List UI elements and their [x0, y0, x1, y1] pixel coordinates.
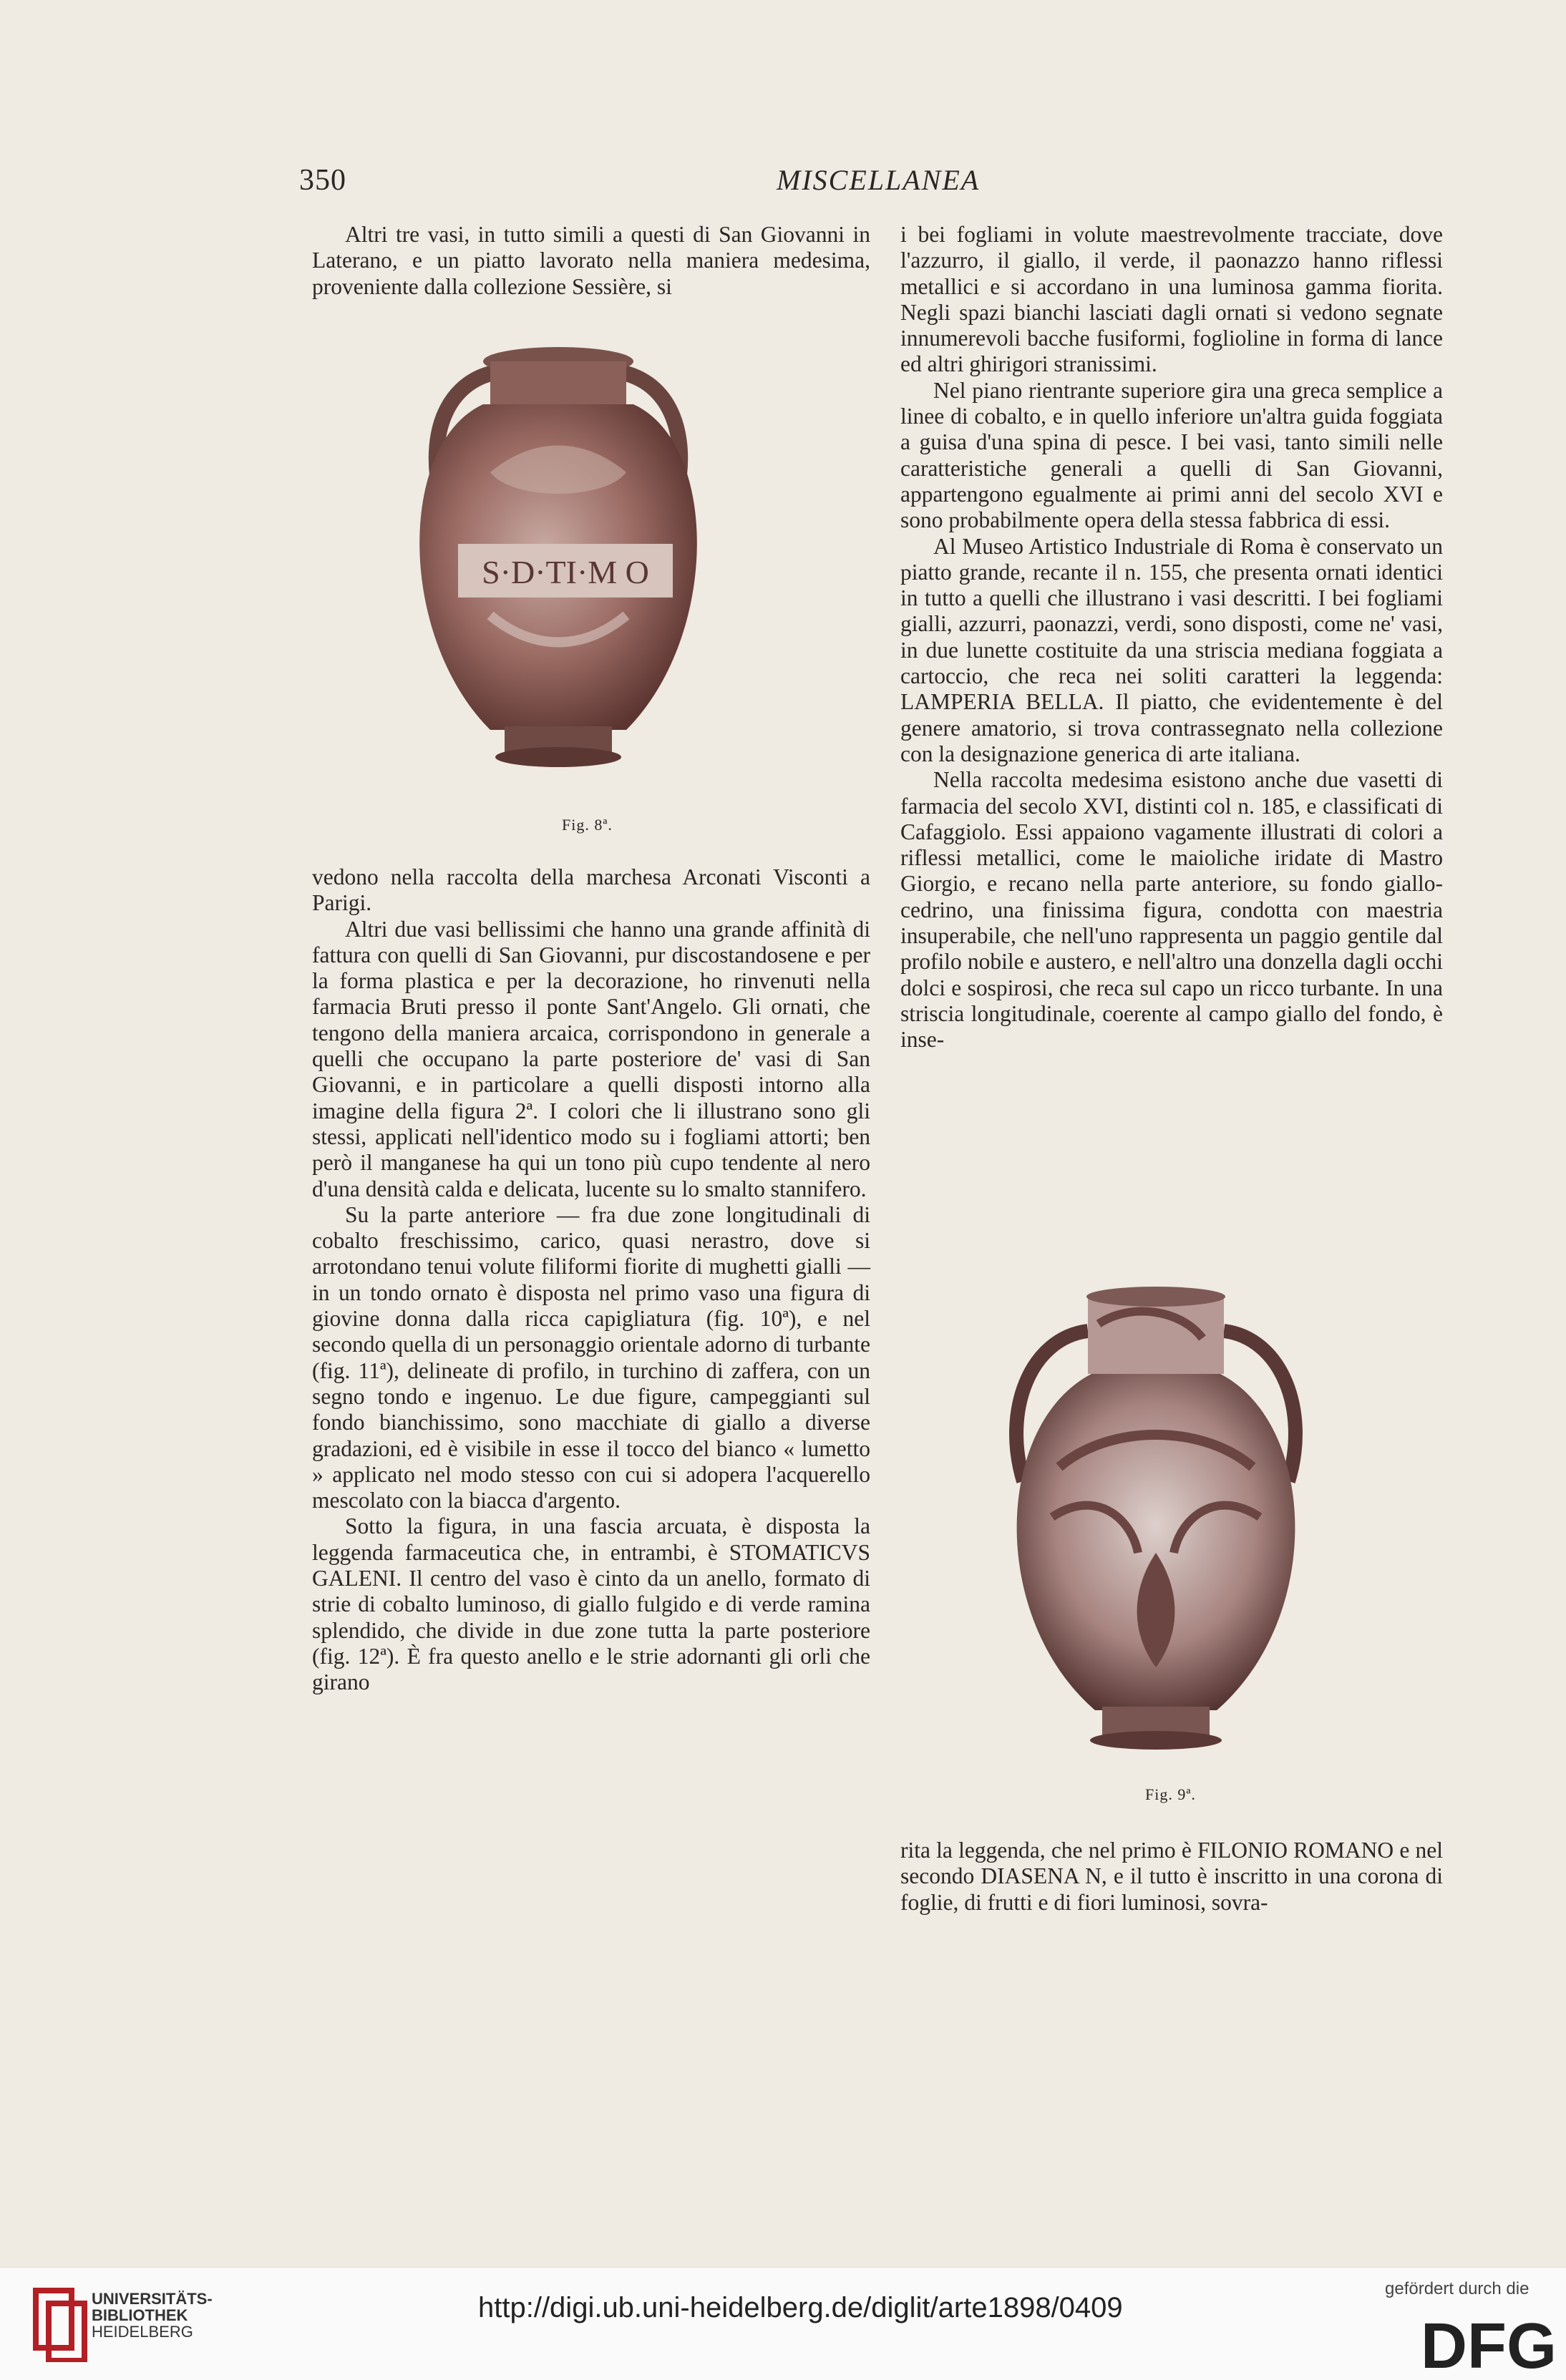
- vase-inscription: S·D·TI·M O: [482, 554, 649, 590]
- figure-8: [390, 329, 726, 787]
- library-name: UNIVERSITÄTS- BIBLIOTHEK HEIDELBERG: [92, 2290, 213, 2341]
- paragraph: Nel piano rientrante superiore gira una greca semplice a linee di cobalto, e in quello inferiore un'altra guida foggiata a guisa d'una spina di pesce. I bei vasi, tanto simili nelle caratteristiche generali a quelli di San Giovanni, appartengono egualmente ai primi anni del secolo XVI e sono probabilmente opera della stessa fabbrica di essi.: [900, 377, 1443, 533]
- source-url-link[interactable]: http://digi.ub.uni-heidelberg.de/diglit/arte1898/0409: [478, 2292, 1123, 2323]
- paragraph: Altri tre vasi, in tutto simili a questi di San Giovanni in Laterano, e un piatto lavorato nella maniera medesima, proveniente dalla collezione Sessière, si: [312, 222, 870, 299]
- dfg-logo-icon: [1421, 2305, 1564, 2376]
- running-head: MISCELLANEA: [777, 164, 981, 196]
- funding-text: gefördert durch die: [1385, 2279, 1529, 2298]
- ub-heidelberg-logo-icon: [29, 2283, 100, 2362]
- paragraph: Su la parte anteriore — fra due zone longitudinali di cobalto freschissimo, carico, quasi nerastro, dove si arrotondano tenui volute filiformi fiorite di mughetti gialli — in un tondo ornato è disposta nel primo vaso una figura di giovine donna dalla ricca capigliatura (fig. 10ª), e nel secondo quella di un personaggio orientale adorno di turbante (fig. 11ª), delineate di profilo, in turchino di zaffera, con un segno tondo e ingenuo. Le due figure, campeggianti sul fondo bianchissimo, sono macchiate di giallo a diverse gradazioni, ed è visibile in esse il tocco del bianco « lumetto » applicato nel modo stesso con cui si adopera l'acquerello mescolato con la biacca d'argento.: [312, 1201, 870, 1513]
- figure-8-caption: Fig. 8ª.: [562, 816, 613, 834]
- figure-9: [973, 1281, 1338, 1767]
- vase-image: [390, 329, 726, 787]
- figure-9-caption: Fig. 9ª.: [1145, 1785, 1196, 1803]
- left-column-bottom: [312, 864, 870, 1696]
- paragraph: Sotto la figura, in una fascia arcuata, è disposta la leggenda farmaceutica che, in entrambi, è STOMATICVS GALENI. Il centro del vaso è cinto da un anello, formato di strie di cobalto luminoso, di giallo fulgido e di verde ramina splendido, che divide in due zone tutta la parte posteriore (fig. 12ª). È fra questo anello e le strie adornanti gli orli che girano: [312, 1513, 870, 1695]
- paragraph: Altri due vasi bellissimi che hanno una grande affinità di fattura con quelli di San Giovanni, pur discostandosene e per la forma plastica e per la decorazione, ho rinvenuti nella farmacia Bruti presso il ponte Sant'Angelo. Gli ornati, che tengono della maniera arcaica, corrispondono in generale a quelli che occupano la parte posteriore de' vasi di San Giovanni, e in particolare a quelli disposti intorno alla imagine della figura 2ª. I colori che li illustrano sono gli stessi, applicati nell'identico modo su i fogliami attorti; ben però il manganese ha qui un tono più cupo tendente al nero d'una densità calda e delicata, lucente su lo smalto stannifero.: [312, 916, 870, 1201]
- vase-image: [973, 1281, 1338, 1767]
- right-column-top: [900, 222, 1443, 1053]
- page-number: 350: [299, 164, 346, 197]
- paragraph: Al Museo Artistico Industriale di Roma è conservato un piatto grande, recante il n. 155, che presenta ornati identici in tutto a quelli che illustrano i vasi descritti. I bei fogliami gialli, azzurri, paonazzi, verdi, sono disposti, come ne' vasi, in due lunette costituite da una striscia mediana foggiata a cartoccio, che reca nei soliti caratteri la leggenda: LAMPERIA BELLA. Il piatto, che evidentemente è del genere amatorio, si trova contrassegnato nella collezione con la designazione generica di arte italiana.: [900, 533, 1443, 766]
- paragraph: vedono nella raccolta della marchesa Arconati Visconti a Parigi.: [312, 864, 870, 916]
- left-column-top: [312, 222, 870, 300]
- right-column-bottom: [900, 1838, 1443, 1916]
- paragraph: i bei fogliami in volute maestrevolmente tracciate, dove l'azzurro, il giallo, il verde, il paonazzo hanno riflessi metallici e si accordano in una luminosa gamma fiorita. Negli spazi bianchi lasciati dagli ornati si vedono segnate innumerevoli bacche fusiformi, foglioline in forma di lance ed altri ghirigori stranissimi.: [900, 222, 1443, 377]
- svg-text:DFG: DFG: [1421, 2311, 1557, 2376]
- footer-bar: [0, 2267, 1566, 2380]
- paragraph: rita la leggenda, che nel primo è FILONIO ROMANO e nel secondo DIASENA N, e il tutto è inscritto in una corona di foglie, di frutti e di fiori luminosi, sovra-: [900, 1838, 1443, 1915]
- paragraph: Nella raccolta medesima esistono anche due vasetti di farmacia del secolo XVI, distinti col n. 185, e classificati di Cafaggiolo. Essi appaiono vagamente illustrati di colori a riflessi metallici, come le maioliche iridate di Mastro Giorgio, e recano nella parte anteriore, su fondo giallo-cedrino, una finissima figura, condotta con maestria insuperabile, che nell'uno rappresenta un paggio gentile dal profilo nobile e austero, e nell'altro una donzella dagli occhi dolci e sospirosi, che reca sul capo un ricco turbante. In una striscia longitudinale, coerente al campo giallo del fondo, è inse-: [900, 767, 1443, 1053]
